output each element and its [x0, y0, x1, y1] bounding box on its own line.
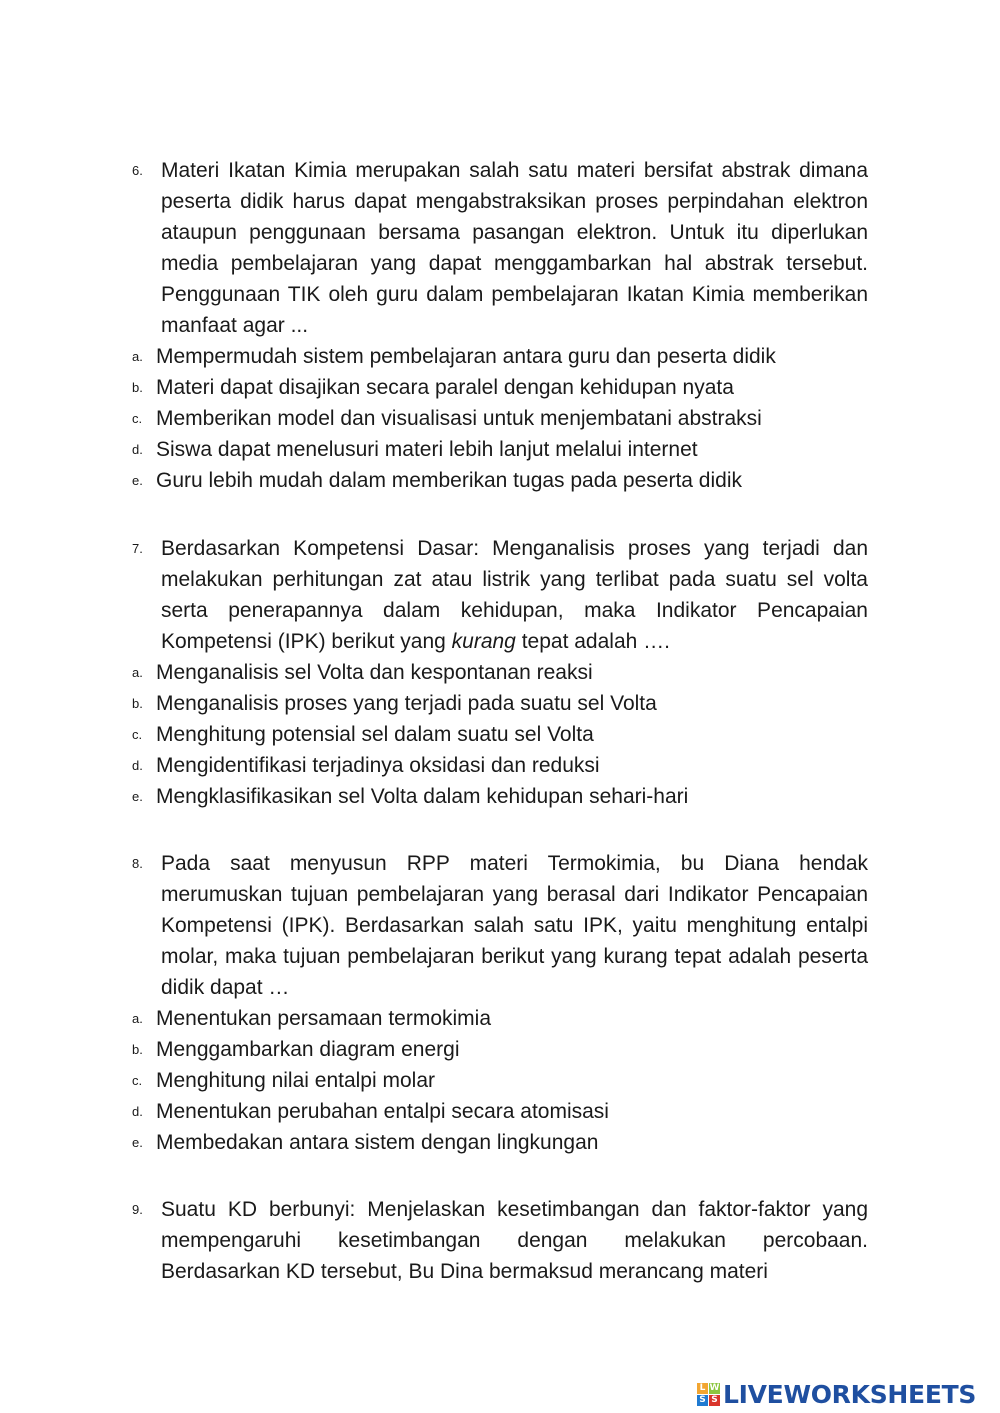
logo-tile: L: [697, 1383, 708, 1394]
option-d[interactable]: [132, 1096, 868, 1127]
question-number: 7.: [132, 541, 143, 556]
option-b[interactable]: [132, 688, 868, 719]
option-c[interactable]: [132, 719, 868, 750]
option-a[interactable]: [132, 341, 868, 372]
logo-mark-icon: [697, 1383, 720, 1406]
option-e[interactable]: [132, 465, 868, 496]
option-c[interactable]: [132, 1065, 868, 1096]
option-list: [132, 1003, 868, 1158]
emphasis-word: kurang: [451, 630, 516, 653]
option-letter: a.: [132, 349, 143, 364]
option-list: [132, 657, 868, 812]
option-text: Menganalisis sel Volta dan kespontanan reaksi: [156, 661, 593, 684]
option-text: Materi dapat disajikan secara paralel dengan kehidupan nyata: [156, 376, 734, 399]
option-letter: e.: [132, 473, 143, 488]
option-e[interactable]: [132, 1127, 868, 1158]
option-text: Mengklasifikasikan sel Volta dalam kehidupan sehari-hari: [156, 785, 689, 808]
option-letter: d.: [132, 758, 143, 773]
option-text: Membedakan antara sistem dengan lingkungan: [156, 1131, 599, 1154]
question-8: [132, 848, 868, 1158]
option-b[interactable]: [132, 1034, 868, 1065]
option-d[interactable]: [132, 434, 868, 465]
option-text: Guru lebih mudah dalam memberikan tugas pada peserta didik: [156, 469, 743, 492]
logo-tile: W: [709, 1382, 720, 1393]
question-text: Suatu KD berbunyi: Menjelaskan kesetimbangan dan faktor-faktor yang mempengaruhi kesetimbangan dengan melakukan percobaan. Berdasarkan KD tersebut, Bu Dina bermaksud merancang materi: [161, 1198, 868, 1283]
question-text-end: tepat adalah ….: [515, 630, 670, 653]
option-letter: a.: [132, 665, 143, 680]
option-letter: b.: [132, 380, 143, 395]
option-text: Menentukan perubahan entalpi secara atomisasi: [156, 1100, 609, 1123]
option-letter: e.: [132, 1135, 143, 1150]
question-7: [132, 533, 868, 812]
option-letter: e.: [132, 789, 143, 804]
option-text: Menghitung nilai entalpi molar: [156, 1069, 435, 1092]
option-letter: c.: [132, 411, 143, 426]
option-letter: a.: [132, 1011, 143, 1026]
option-a[interactable]: [132, 657, 868, 688]
logo-tile: S: [709, 1395, 720, 1406]
logo-tile: S: [697, 1395, 708, 1406]
option-letter: c.: [132, 727, 143, 742]
option-text: Memberikan model dan visualisasi untuk menjembatani abstraksi: [156, 407, 762, 430]
question-number: 6.: [132, 163, 143, 178]
question-number: 9.: [132, 1202, 143, 1217]
question-9: [132, 1194, 868, 1287]
question-text: [161, 533, 868, 657]
option-list: [132, 341, 868, 496]
option-letter: d.: [132, 1104, 143, 1119]
option-text: Mempermudah sistem pembelajaran antara guru dan peserta didik: [156, 345, 776, 368]
option-text: Menganalisis proses yang terjadi pada suatu sel Volta: [156, 692, 657, 715]
option-text: Mengidentifikasi terjadinya oksidasi dan reduksi: [156, 754, 600, 777]
option-a[interactable]: [132, 1003, 868, 1034]
option-text: Menghitung potensial sel dalam suatu sel Volta: [156, 723, 594, 746]
liveworksheets-logo: [697, 1376, 976, 1412]
question-text: Materi Ikatan Kimia merupakan salah satu materi bersifat abstrak dimana peserta didik harus dapat mengabstraksikan proses perpindahan elektron ataupun penggunaan bersama pasangan elektron. Untuk itu diperlukan media pembelajaran yang dapat menggambarkan hal abstrak tersebut. Penggunaan TIK oleh guru dalam pembelajaran Ikatan Kimia memberikan manfaat agar ...: [161, 159, 868, 337]
option-c[interactable]: [132, 403, 868, 434]
option-text: Menentukan persamaan termokimia: [156, 1007, 491, 1030]
question-number: 8.: [132, 856, 143, 871]
option-letter: b.: [132, 696, 143, 711]
option-letter: c.: [132, 1073, 143, 1088]
question-text: Pada saat menyusun RPP materi Termokimia, bu Diana hendak merumuskan tujuan pembelajaran yang berasal dari Indikator Pencapaian Kompetensi (IPK). Berdasarkan salah satu IPK, yaitu menghitung entalpi molar, maka tujuan pembelajaran berikut yang kurang tepat adalah peserta didik dapat …: [161, 852, 868, 999]
option-letter: b.: [132, 1042, 143, 1057]
option-d[interactable]: [132, 750, 868, 781]
option-b[interactable]: [132, 372, 868, 403]
option-text: Menggambarkan diagram energi: [156, 1038, 460, 1061]
question-6: [132, 155, 868, 496]
option-e[interactable]: [132, 781, 868, 812]
question-text-start: Berdasarkan Kompetensi Dasar: Menganalisis proses yang terjadi dan melakukan perhitungan zat atau listrik yang terlibat pada suatu sel volta serta penerapannya dalam kehidupan, maka Indikator Pencapaian Kompetensi (IPK) berikut yang: [161, 537, 868, 653]
logo-text: LIVEWORKSHEETS: [723, 1379, 977, 1409]
option-text: Siswa dapat menelusuri materi lebih lanjut melalui internet: [156, 438, 698, 461]
option-letter: d.: [132, 442, 143, 457]
